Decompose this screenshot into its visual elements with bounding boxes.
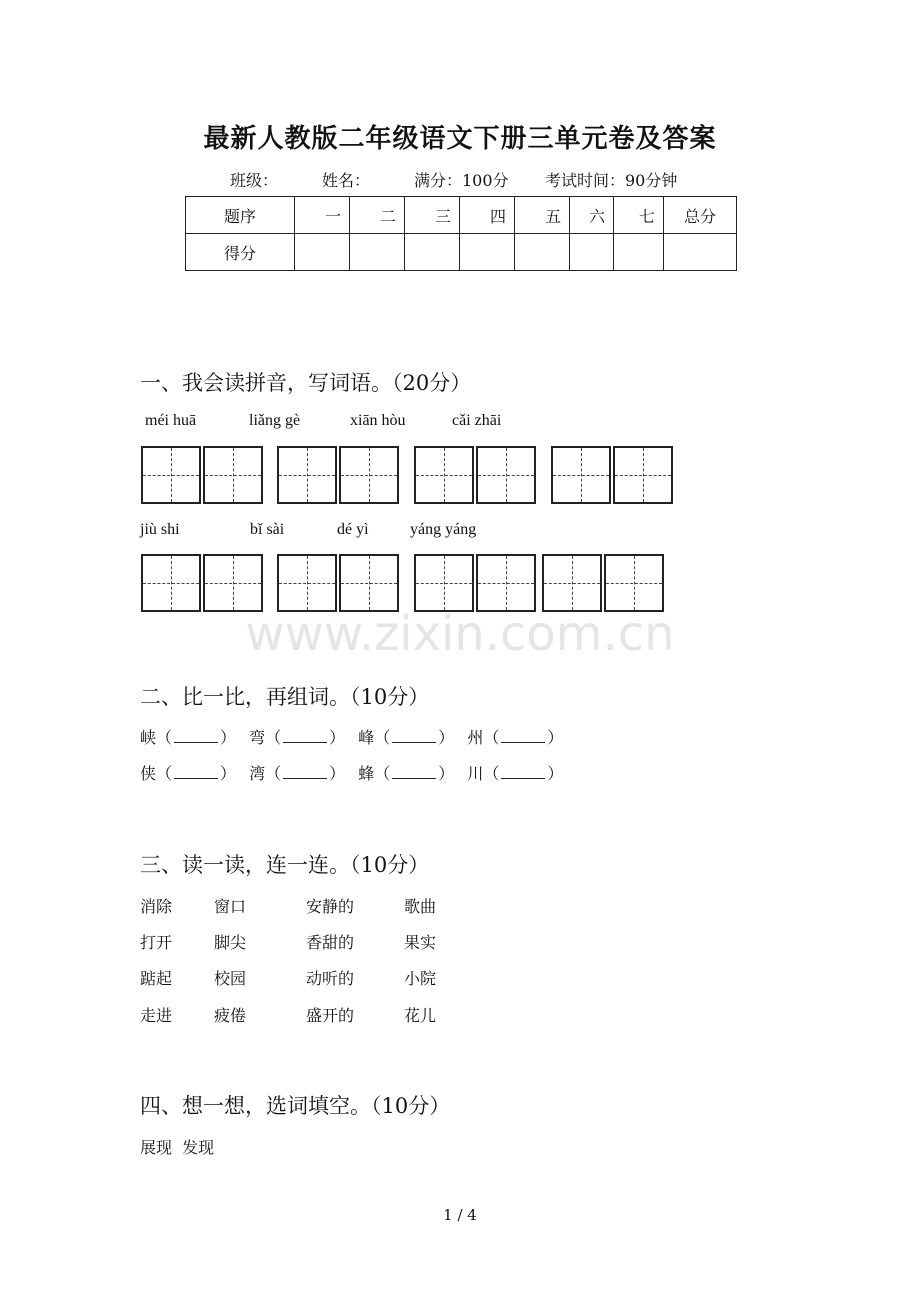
answer-blank[interactable]	[501, 728, 545, 743]
compare-char: 峰	[358, 728, 375, 747]
pinyin: xiān hòu	[350, 412, 406, 429]
compare-char: 侠	[140, 764, 157, 783]
score-label: 满分：100分	[414, 171, 509, 190]
tianzige-cell[interactable]	[141, 554, 201, 612]
pinyin: liǎng gè	[249, 412, 301, 429]
score-cell[interactable]	[614, 234, 664, 271]
match-word[interactable]: 走进	[140, 1006, 173, 1025]
header-cell: 六	[570, 197, 614, 234]
tianzige-cell[interactable]	[141, 446, 201, 504]
watermark: www.zixin.com.cn	[245, 606, 675, 662]
section3-heading: 三、读一读，连一连。（10分）	[140, 853, 430, 877]
name-label: 姓名：	[322, 171, 371, 190]
writing-grid	[542, 554, 664, 612]
score-table	[185, 196, 737, 271]
compare-char: 弯	[249, 728, 266, 747]
match-word[interactable]: 打开	[140, 933, 173, 952]
writing-grid	[141, 554, 263, 612]
compare-char: 州	[467, 728, 484, 747]
time-label: 考试时间：90分钟	[545, 171, 678, 190]
match-word[interactable]: 校园	[214, 969, 247, 988]
tianzige-cell[interactable]	[604, 554, 664, 612]
match-word[interactable]: 疲倦	[214, 1006, 247, 1025]
answer-blank[interactable]	[283, 728, 327, 743]
tianzige-cell[interactable]	[339, 554, 399, 612]
tianzige-cell[interactable]	[414, 446, 474, 504]
score-table-score-row	[186, 234, 737, 271]
writing-grid	[551, 446, 673, 504]
answer-blank[interactable]	[501, 764, 545, 779]
compare-char: 川	[467, 764, 484, 783]
compare-char: 峡	[140, 728, 157, 747]
score-cell[interactable]	[295, 234, 350, 271]
match-word[interactable]: 踮起	[140, 969, 173, 988]
match-word[interactable]: 小院	[404, 969, 437, 988]
pinyin: bǐ sài	[250, 521, 285, 538]
match-word[interactable]: 窗口	[214, 897, 247, 916]
compare-char: 蜂	[358, 764, 375, 783]
compare-char: 湾	[249, 764, 266, 783]
score-cell[interactable]	[570, 234, 614, 271]
score-cell[interactable]	[664, 234, 737, 271]
score-cell[interactable]	[515, 234, 570, 271]
match-word[interactable]: 消除	[140, 897, 173, 916]
header-cell: 七	[614, 197, 664, 234]
pinyin: jiù shi	[140, 521, 180, 538]
answer-blank[interactable]	[174, 764, 218, 779]
match-word[interactable]: 果实	[404, 933, 437, 952]
writing-grid	[141, 446, 263, 504]
writing-grid	[277, 446, 399, 504]
tianzige-cell[interactable]	[476, 446, 536, 504]
score-table-header-row	[186, 197, 737, 234]
pinyin: yáng yáng	[410, 521, 477, 538]
pinyin: méi huā	[145, 412, 197, 429]
tianzige-cell[interactable]	[339, 446, 399, 504]
section1-heading: 一、我会读拼音，写词语。（20分）	[140, 371, 472, 395]
tianzige-cell[interactable]	[542, 554, 602, 612]
answer-blank[interactable]	[392, 764, 436, 779]
match-word[interactable]: 安静的	[306, 897, 355, 916]
row-label: 得分	[186, 234, 295, 271]
header-cell: 二	[350, 197, 405, 234]
score-cell[interactable]	[350, 234, 405, 271]
header-cell: 三	[405, 197, 460, 234]
class-label: 班级：	[230, 171, 279, 190]
answer-blank[interactable]	[283, 764, 327, 779]
tianzige-cell[interactable]	[277, 554, 337, 612]
answer-blank[interactable]	[174, 728, 218, 743]
pinyin: cǎi zhāi	[452, 412, 502, 429]
score-cell[interactable]	[460, 234, 515, 271]
match-word[interactable]: 花儿	[404, 1006, 437, 1025]
tianzige-cell[interactable]	[414, 554, 474, 612]
section4-heading: 四、想一想，选词填空。（10分）	[140, 1094, 451, 1118]
score-cell[interactable]	[405, 234, 460, 271]
match-word[interactable]: 脚尖	[214, 933, 247, 952]
match-word[interactable]: 歌曲	[404, 897, 437, 916]
writing-grid	[277, 554, 399, 612]
writing-grid	[414, 446, 536, 504]
tianzige-cell[interactable]	[476, 554, 536, 612]
compare-row: 侠（ ） 湾（ ） 蜂（ ） 川（ ）	[140, 764, 564, 783]
page-number: 1 / 4	[443, 1206, 477, 1224]
header-cell: 五	[515, 197, 570, 234]
writing-grid	[414, 554, 536, 612]
tianzige-cell[interactable]	[203, 554, 263, 612]
tianzige-cell[interactable]	[613, 446, 673, 504]
header-cell: 题序	[186, 197, 295, 234]
tianzige-cell[interactable]	[277, 446, 337, 504]
header-cell: 一	[295, 197, 350, 234]
match-word[interactable]: 盛开的	[306, 1006, 355, 1025]
word-choices: 展现 发现	[140, 1138, 215, 1157]
match-word[interactable]: 香甜的	[306, 933, 355, 952]
pinyin: dé yì	[337, 521, 369, 538]
header-cell: 总分	[664, 197, 737, 234]
section2-heading: 二、比一比，再组词。（10分）	[140, 685, 430, 709]
tianzige-cell[interactable]	[551, 446, 611, 504]
page-title: 最新人教版二年级语文下册三单元卷及答案	[203, 124, 717, 154]
tianzige-cell[interactable]	[203, 446, 263, 504]
match-word[interactable]: 动听的	[306, 969, 355, 988]
compare-row: 峡（ ） 弯（ ） 峰（ ） 州（ ）	[140, 728, 564, 747]
header-cell: 四	[460, 197, 515, 234]
answer-blank[interactable]	[392, 728, 436, 743]
